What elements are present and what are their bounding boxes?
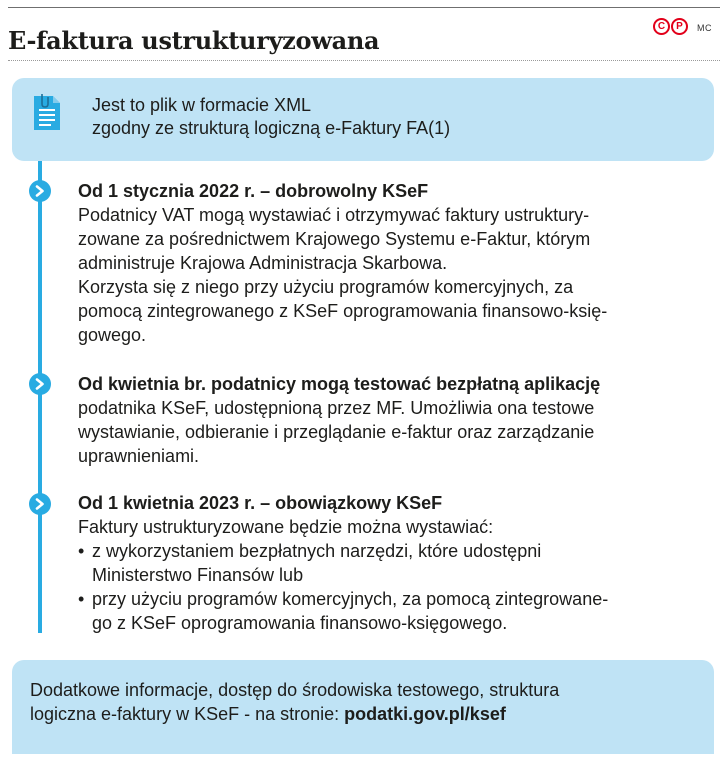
bullet-list [78, 539, 708, 635]
section-heading: Od 1 kwietnia 2023 r. – obowiązkowy KSeF [78, 493, 443, 513]
brand-logo [653, 18, 688, 35]
section-line: wystawianie, odbieranie i przeglądanie e-faktur oraz zarządzanie [78, 422, 595, 442]
top-rule [8, 7, 720, 8]
footer-line [30, 702, 700, 726]
author-initials: MC [697, 22, 712, 33]
intro-text [92, 94, 450, 140]
timeline-section-test-app [78, 372, 708, 468]
brand-logo-c: C [653, 18, 670, 35]
dotted-divider [8, 60, 720, 61]
section-line: uprawnieniami. [78, 446, 200, 466]
chevron-right-icon [29, 493, 51, 515]
section-line: gowego. [78, 325, 147, 345]
timeline-line [38, 161, 42, 633]
intro-box [12, 78, 714, 161]
timeline-section-mandatory [78, 491, 708, 635]
timeline-section-voluntary [78, 179, 708, 347]
footer-line-prefix: logiczna e-faktury w KSeF - na stronie: [30, 704, 345, 724]
brand [653, 18, 712, 35]
section-line: pomocą zintegrowanego z KSeF oprogramowania finansowo-księ- [78, 301, 608, 321]
chevron-right-icon [29, 180, 51, 202]
section-line: Faktury ustrukturyzowane będzie można wystawiać: [78, 517, 494, 537]
footer-box [12, 660, 714, 754]
section-heading: Od 1 stycznia 2022 r. – dobrowolny KSeF [78, 181, 429, 201]
footer-text [30, 678, 700, 726]
list-item-line: go z KSeF oprogramowania finansowo-księgowego. [92, 613, 508, 633]
chevron-right-icon [29, 373, 51, 395]
list-item [78, 587, 708, 635]
document-icon [32, 94, 62, 132]
intro-line: zgodny ze strukturą logiczną e-Faktury FA(1) [92, 118, 451, 138]
page-title: E-faktura ustrukturyzowana [8, 26, 380, 55]
intro-line: Jest to plik w formacie XML [92, 95, 312, 115]
section-line: zowane za pośrednictwem Krajowego Systemu e-Faktur, którym [78, 229, 591, 249]
footer-link[interactable]: podatki.gov.pl/ksef [344, 704, 506, 724]
section-heading: Od kwietnia br. podatnicy mogą testować bezpłatną aplikację [78, 374, 601, 394]
footer-line: Dodatkowe informacje, dostęp do środowiska testowego, struktura [30, 680, 560, 700]
list-item [78, 539, 708, 587]
list-item-line: Ministerstwo Finansów lub [92, 565, 304, 585]
section-line: podatnika KSeF, udostępnioną przez MF. Umożliwia ona testowe [78, 398, 595, 418]
list-item-line: • z wykorzystaniem bezpłatnych narzędzi, które udostępni [92, 541, 542, 561]
section-line: administruje Krajowa Administracja Skarbowa. [78, 253, 448, 273]
section-line: Podatnicy VAT mogą wystawiać i otrzymywać faktury ustruktury- [78, 205, 590, 225]
section-line: Korzysta się z niego przy użyciu programów komercyjnych, za [78, 277, 574, 297]
brand-logo-p: P [671, 18, 688, 35]
list-item-line: • przy użyciu programów komercyjnych, za pomocą zintegrowane- [92, 589, 609, 609]
